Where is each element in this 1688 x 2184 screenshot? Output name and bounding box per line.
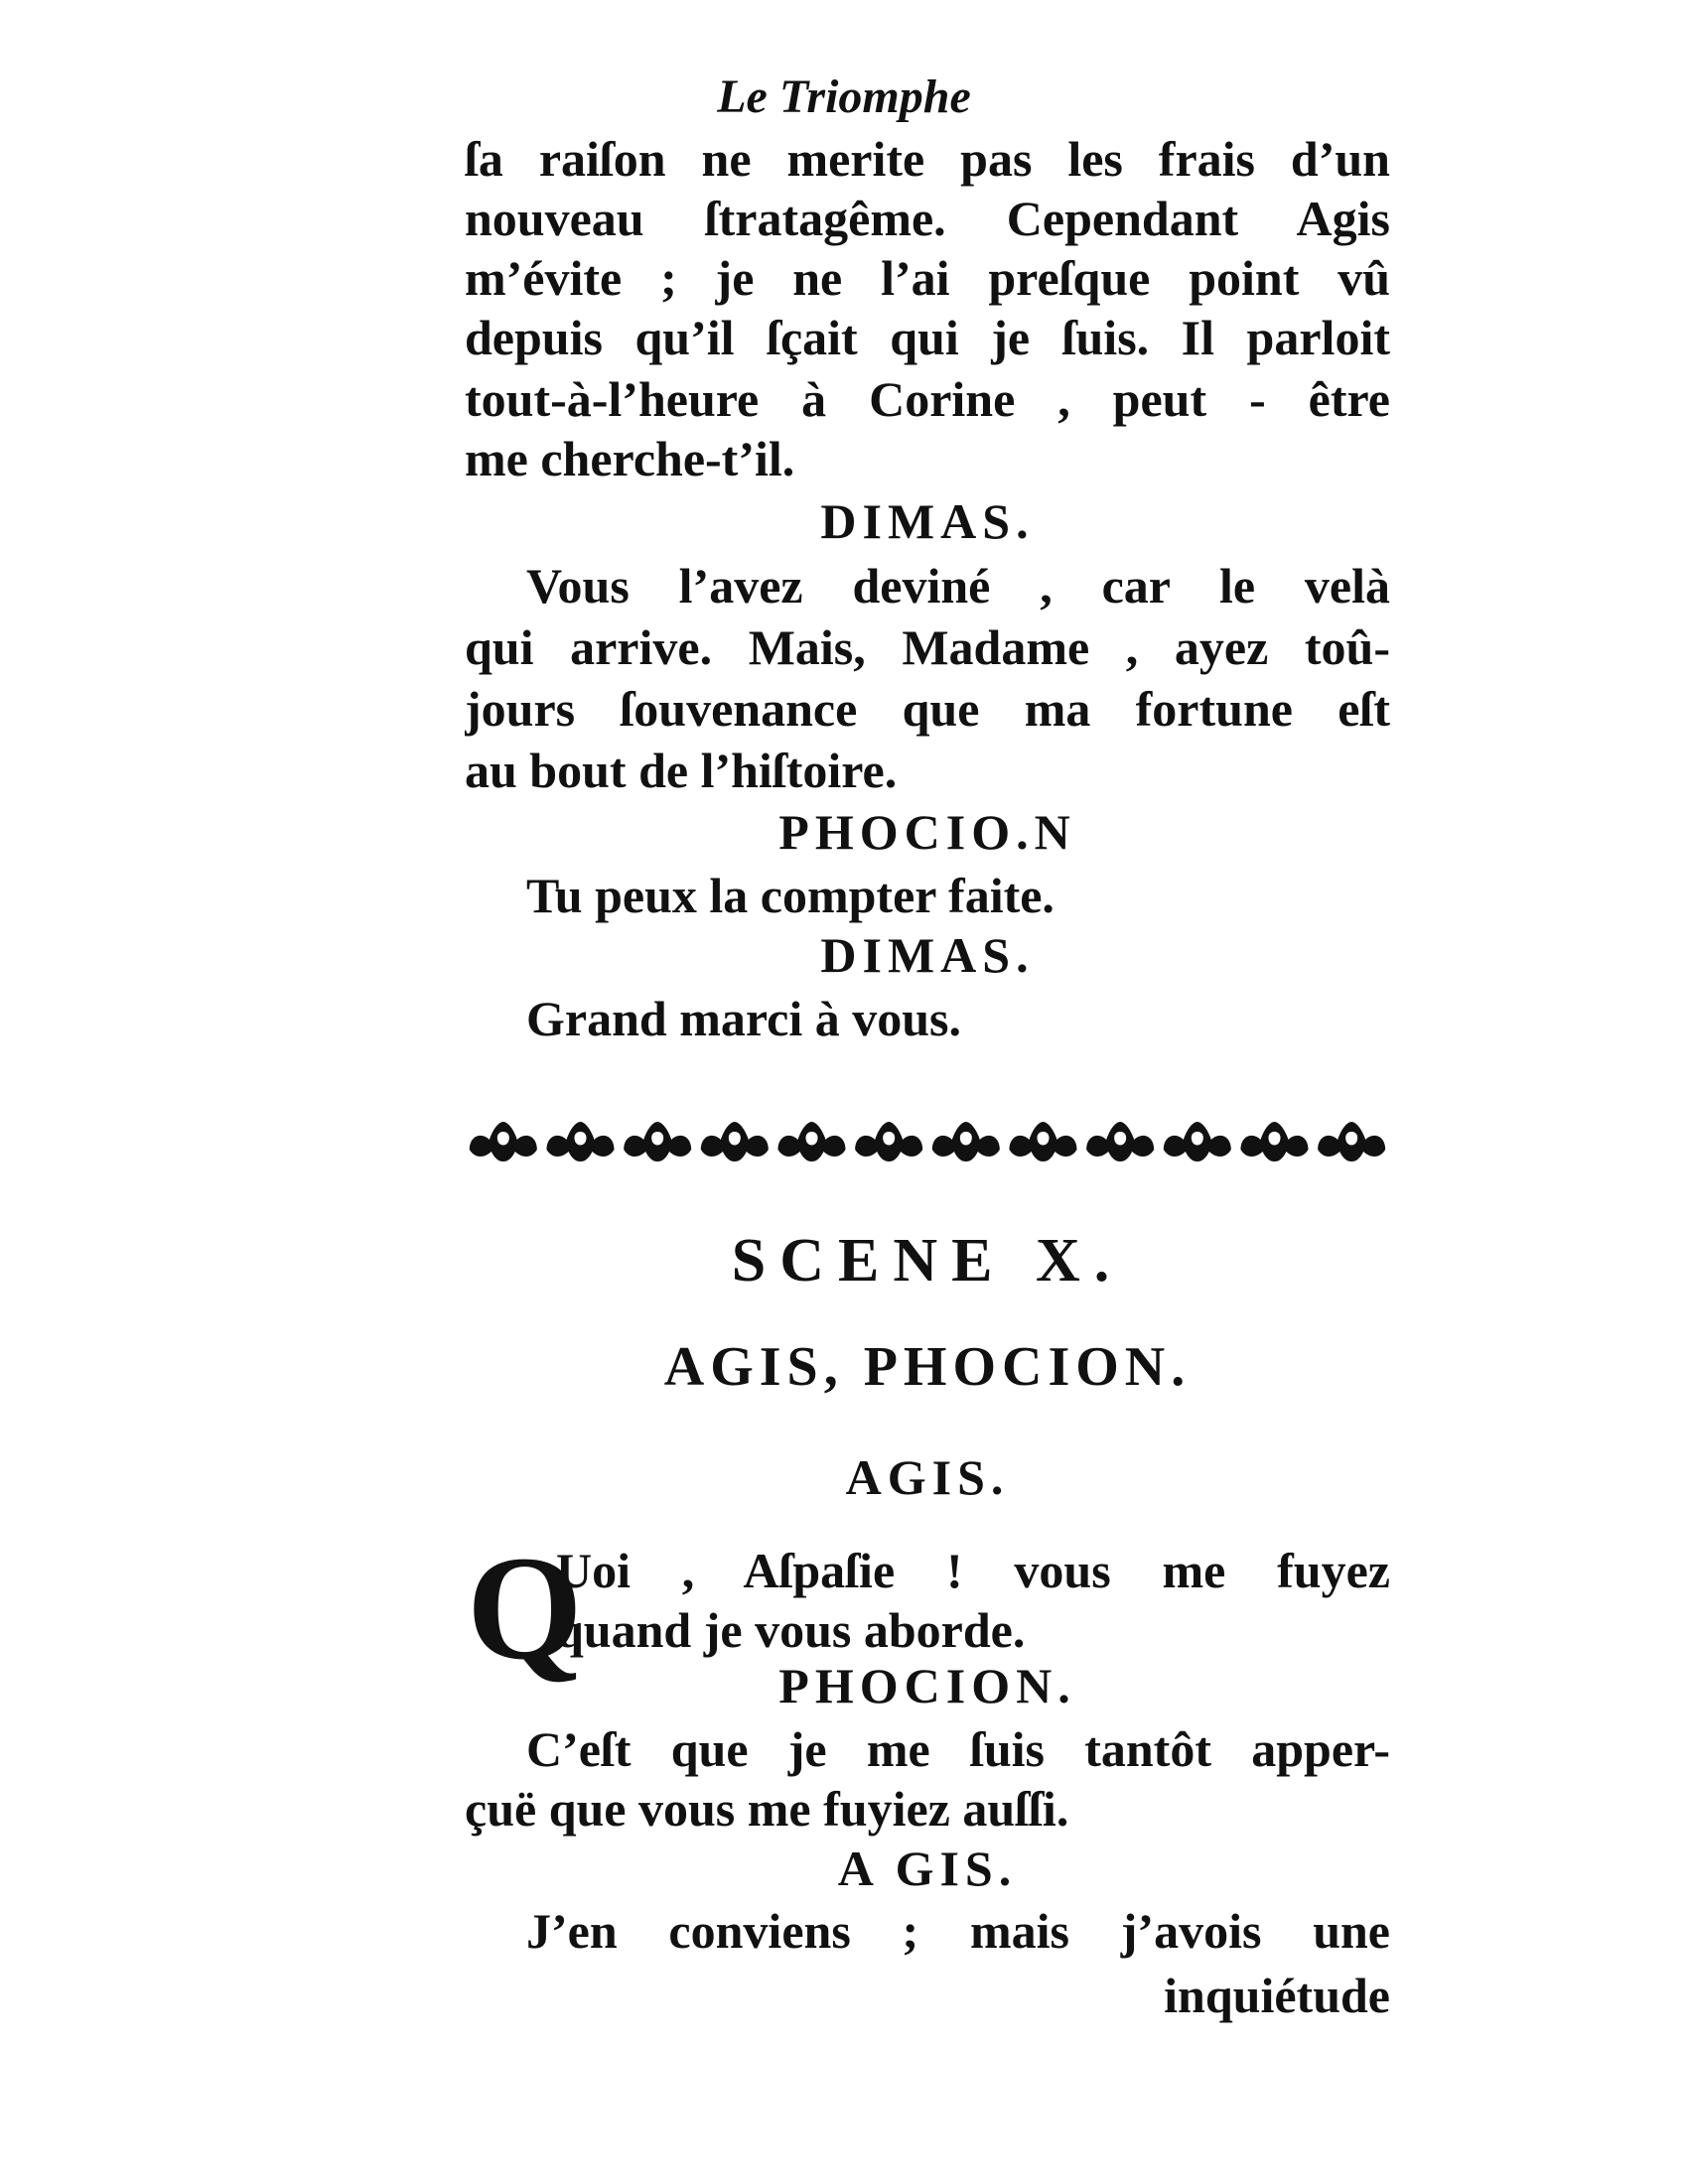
text-line: au bout de l’hiſtoire.	[465, 743, 898, 798]
text-line: qui arrive. Mais, Madame , ayez toû-	[465, 619, 1390, 675]
text-line: Vous l’avez deviné , car le velà	[526, 558, 1390, 614]
ornament-fleuron	[701, 1122, 769, 1161]
ornament-fleuron	[1318, 1122, 1385, 1161]
speaker-name: PHOCIO.N	[778, 804, 1076, 860]
ornament-fleuron	[547, 1122, 615, 1161]
ornament-fleuron	[1241, 1122, 1309, 1161]
ornament-fleuron	[855, 1122, 922, 1161]
drop-cap: Q	[467, 1526, 583, 1691]
ornament-fleuron	[470, 1122, 537, 1161]
text-line: çuë que vous me fuyiez auſſi.	[465, 1781, 1069, 1837]
text-line: Uoi , Aſpaſie ! vous me fuyez	[556, 1543, 1390, 1598]
catchword: inquiétude	[1164, 1968, 1390, 2023]
scene-title: SCENE X.	[731, 1227, 1124, 1295]
text-line: me cherche-t’il.	[465, 431, 795, 486]
running-head: Le Triomphe	[717, 70, 971, 123]
ornament-fleuron	[778, 1122, 846, 1161]
text-line: depuis qu’il ſçait qui je ſuis. Il parloit	[465, 310, 1390, 365]
ornament-fleuron	[1086, 1122, 1154, 1161]
ornament-band	[465, 1112, 1390, 1171]
text-line: Grand marci à vous.	[526, 991, 961, 1046]
text-line: J’en conviens ; mais j’avois une	[526, 1903, 1390, 1959]
speaker-name: DIMAS.	[820, 493, 1035, 549]
speaker-name: A GIS.	[837, 1841, 1018, 1896]
ornament-fleuron	[1164, 1122, 1231, 1161]
speaker-name: PHOCION.	[778, 1658, 1076, 1713]
speaker-name: AGIS.	[845, 1449, 1010, 1505]
scene-characters: AGIS, PHOCION.	[663, 1336, 1192, 1398]
text-line: m’évite ; je ne l’ai preſque point vû	[465, 250, 1390, 306]
text-line: ſa raiſon ne merite pas les frais d’un	[465, 131, 1390, 187]
speaker-name: DIMAS.	[820, 927, 1035, 983]
text-line: quand je vous aborde.	[556, 1602, 1026, 1658]
text-line: Tu peux la compter faite.	[526, 868, 1055, 923]
text-line: tout-à-l’heure à Corine , peut - être	[465, 371, 1390, 427]
ornament-fleuron	[1010, 1122, 1077, 1161]
ornament-fleuron	[624, 1122, 691, 1161]
text-line: C’eſt que je me ſuis tantôt apper-	[526, 1721, 1390, 1777]
text-line: jours ſouvenance que ma fortune eſt	[465, 681, 1390, 737]
text-line: nouveau ſtratagême. Cependant Agis	[465, 191, 1390, 246]
ornament-fleuron	[932, 1122, 1000, 1161]
